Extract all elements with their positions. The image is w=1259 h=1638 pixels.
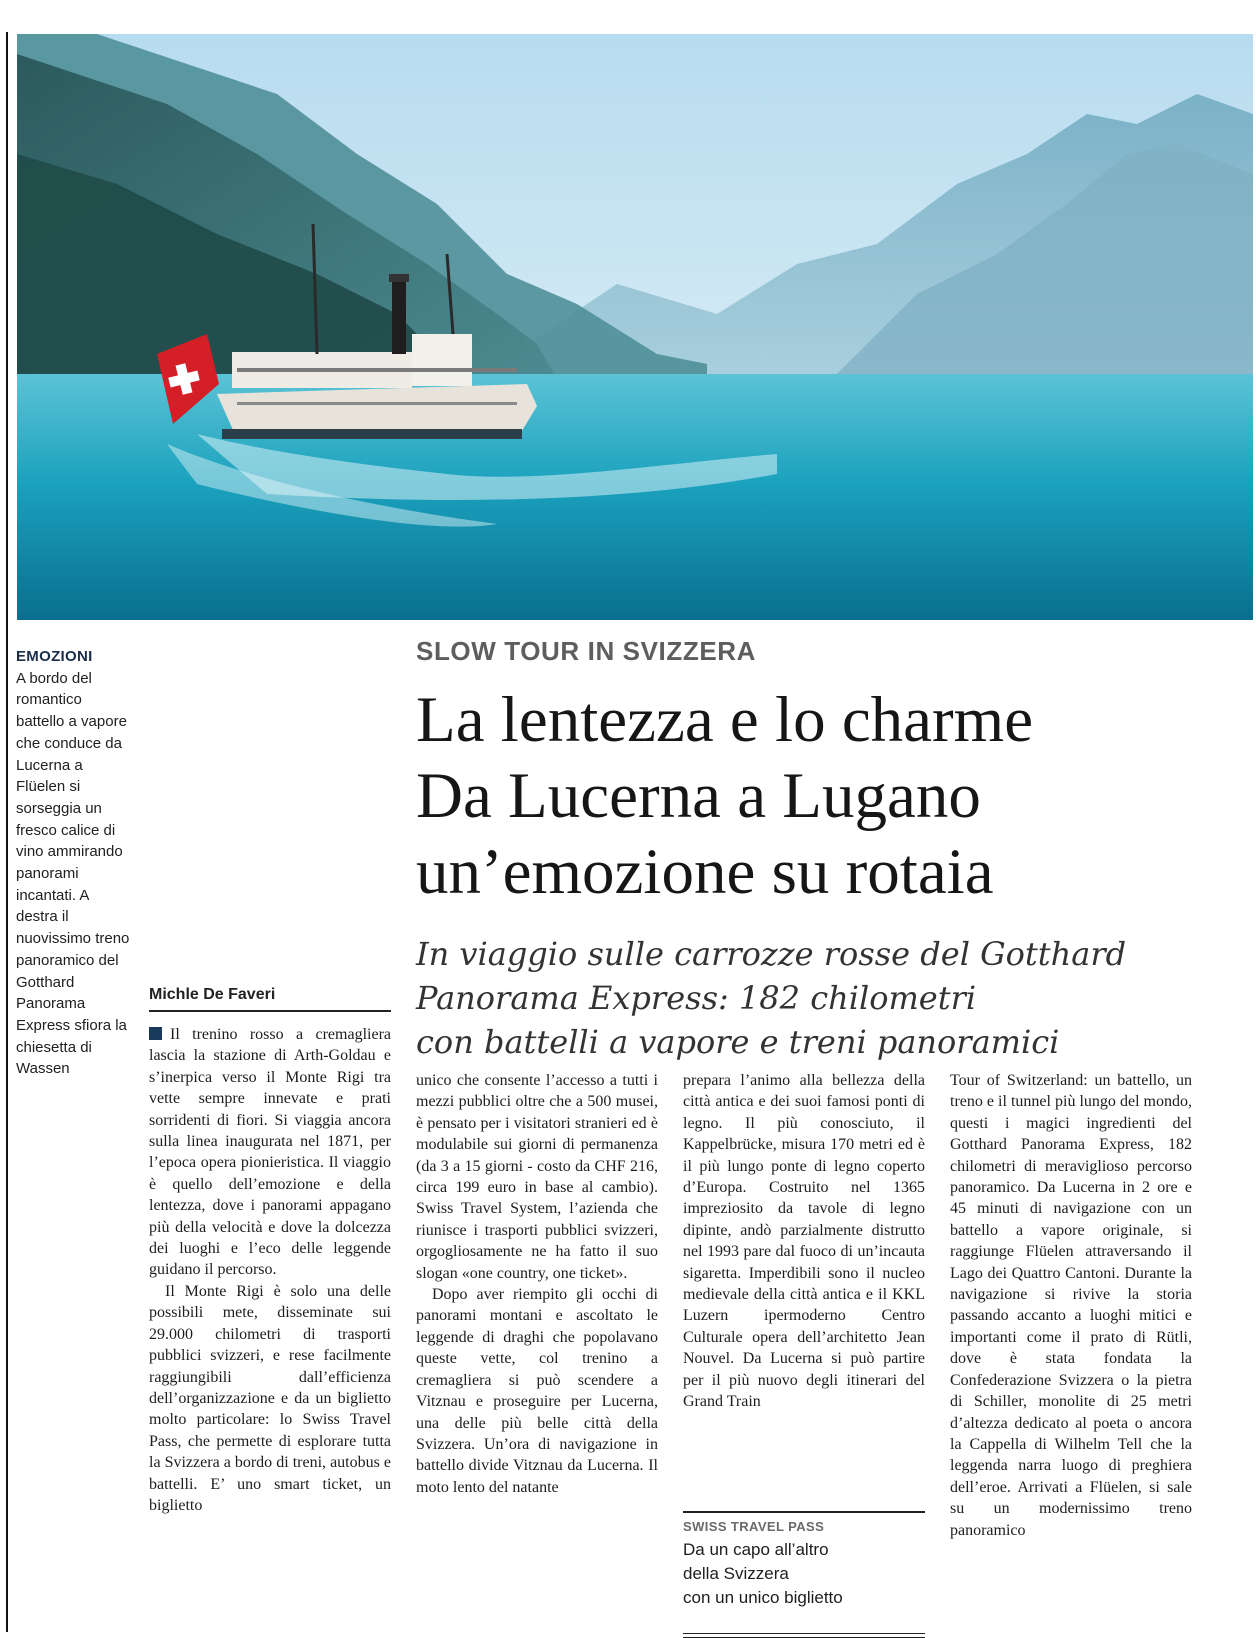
headline-line-3: un’emozione su rotaia [416,836,994,908]
photo-illustration [17,34,1253,620]
body-column-1 [149,1024,391,1516]
paragraph-marker-icon [149,1027,162,1040]
body-paragraph: Il Monte Rigi è solo una delle possibili mete, disseminate sui 29.000 chilometri di trasporti pubblici svizzeri, e rese facilmente raggiungibili dall’efficienza dell’organizzazione e da un biglietto molto particolare: lo Swiss Travel Pass, che permette di esplorare tutta la Svizzera a bordo di treni, autobus e battelli. E’ uno smart ticket, un biglietto [149,1282,391,1514]
headline-line-1: La lentezza e lo charme [416,684,1034,756]
subhead-line-1: In viaggio sulle carrozze rosse del Gotthard [416,935,1127,973]
box-line-1: Da un capo all’altro [683,1540,829,1559]
box-text [683,1538,925,1610]
body-paragraph: prepara l’animo alla bellezza della città antica e dei suoi famosi ponti di legno. Il più conosciuto, il Kappelbrücke, misura 170 metri ed è il più lungo ponte di legno coperto d’Europa. Costruito nel 1365 impreziosito da tavole di legno dipinte, andò parzialmente distrutto nel 1993 pare dal fuoco di un’incauta sigaretta. Imperdibili sono il nucleo medievale della città antica e il KKL Luzern ipermoderno Centro Culturale opera dell’architetto Jean Nouvel. Da Lucerna si può partire per il più nuovo degli itinerari del Grand Train [683,1072,925,1411]
box-line-3: con un unico biglietto [683,1588,843,1607]
byline: Michle De Faveri [149,986,391,1012]
subhead-line-3: con battelli a vapore e treni panoramici [416,1023,1060,1061]
body-paragraph: Dopo aver riempito gli occhi di panorami montani e ascoltato le leggende di draghi che popolavano queste vette, col trenino a cremagliera si può scendere a Vitznau e proseguire per Lucerna, una delle più belle città della Svizzera. Un’ora di navigazione in battello divide Vitznau da Lucerna. Il moto lento del natante [416,1286,658,1496]
body-column-4 [950,1070,1192,1541]
lake-steamboat-photo [17,34,1253,620]
photo-caption [16,646,134,1080]
left-column-rule [6,32,8,1632]
box-label: SWISS TRAVEL PASS [683,1519,825,1534]
headline [416,682,1246,910]
caption-label: EMOZIONI [16,648,93,665]
kicker: SLOW TOUR IN SVIZZERA [416,636,757,666]
caption-text: A bordo del romantico battello a vapore che conduce da Lucerna a Flüelen si sorseggia un fresco calice di vino ammirando panorami incantati. A destra il nuovissimo treno panoramico del Gotthard Panorama Express sfiora la chiesetta di Wassen [16,669,130,1078]
body-text: Il trenino rosso a cremagliera lascia la stazione di Arth-Goldau e s’inerpica verso il Monte Rigi tra vette sempre innevate e prati sorridenti di fiori. Si viaggia ancora sulla linea inaugurata nel 1871, per l’epoca opera pionieristica. Il viaggio è quello dell’emozione e della lentezza, dove i panorami appagano più della velocità e dove la dolcezza dei luoghi e l’eco delle leggende guidano il percorso. [149,1026,391,1279]
subhead-line-2: Panorama Express: 182 chilometri [416,979,977,1017]
headline-line-2: Da Lucerna a Lugano [416,760,981,832]
box-line-2: della Svizzera [683,1564,789,1583]
body-paragraph: Tour of Switzerland: un battello, un treno e il tunnel più lungo del mondo, questi i magici ingredienti del Gotthard Panorama Express, 182 chilometri di meraviglioso percorso panoramico. Da Lucerna in 2 ore e 45 minuti di navigazione con un battello a vapore originale, si raggiunge Flüelen attraversando il Lago dei Quattro Cantoni. Durante la navigazione si rivive la storia passando accanto a luoghi mitici e importanti come il prato di Rütli, dove è stata fondata la Confederazione Svizzera o la pietra di Schiller, monolite di 25 metri d’altezza dedicato al poeta o ancora la Cappella di Wilhelm Tell che la leggenda narra luogo di preghiera dell’eroe. Arrivati a Flüelen, si sale su un modernissimo treno panoramico [950,1072,1192,1539]
body-column-3 [683,1070,925,1413]
body-paragraph: unico che consente l’accesso a tutti i mezzi pubblici oltre che a 500 musei, è pensato per i visitatori stranieri ed è modulabile sui giorni di permanenza (da 3 a 15 giorni - costo da CHF 216, circa 199 euro in base al cambio). Swiss Travel System, l’azienda che riunisce i trasporti pubblici svizzeri, orgogliosamente ne ha fatto il suo slogan «one country, one ticket». [416,1072,658,1282]
body-paragraph [149,1024,391,1281]
swiss-travel-pass-box [683,1511,925,1610]
body-column-2 [416,1070,658,1498]
subheadline [416,932,1246,1064]
